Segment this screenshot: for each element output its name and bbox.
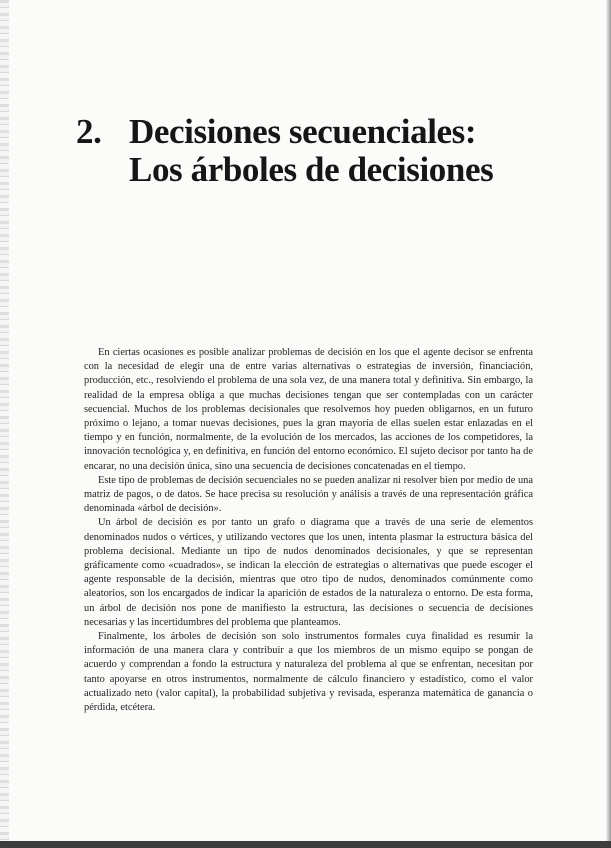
binding-edge [0, 0, 9, 848]
chapter-number: 2. [76, 112, 102, 151]
paragraph-1: En ciertas ocasiones es posible analizar problemas de decisión en los que el agente decisor se enfrenta con la necesidad de elegir una de entre varias alternativas o estrategias de inversión, financiación, producción, etc., resolviendo el problema de una sola vez, de una manera total y definitiva. Sin embargo, la realidad de la empresa obliga a que muchas decisiones tengan que ser contempladas con un carácter secuencial. Muchos de los problemas decisionales que resolvemos hoy pueden obligarnos, en un futuro próximo o lejano, a tomar nuevas decisiones, pues la gran mayoría de ellas suelen estar enlazadas en el tiempo y en función, normalmente, de la evolución de los mercados, las acciones de los competidores, la innovación tecnológica y, en definitiva, en función del entorno económico. El sujeto decisor por tanto ha de encarar, no una decisión única, sino una secuencia de decisiones concatenadas en el tiempo. [84, 347, 533, 472]
paragraph-4: Finalmente, los árboles de decisión son solo instrumentos formales cuya finalidad es resumir la información de una manera clara y contribuir a que los miembros de un mismo equipo se pongan de acuerdo y comprendan a fondo la estructura y naturaleza del problema al que se enfrentan, necesitan por tanto apoyarse en otros instrumentos, normalmente de cálculo financiero y estadístico, como el valor actualizado neto (valor capital), la probabilidad subjetiva y revisada, esperanza matemática de ganancia o pérdida, etcétera. [84, 631, 533, 714]
chapter-title-line-2: Los árboles de decisiones [129, 150, 494, 189]
paragraph-3: Un árbol de decisión es por tanto un grafo o diagrama que a través de una serie de elementos denominados nudos o vértices, y utilizando vectores que los unen, intenta plasmar la estructura básica del problema decisional. Mediante un tipo de nudos denominados decisionales, y que se representan gráficamente como «cuadrados», se indican la elección de estrategias o alternativas que puede escoger el agente responsable de la decisión, mientras que otro tipo de nudos, denominados comúnmente como aleatorios, son los encargados de indicar la aparición de estados de la naturaleza o entorno. De esta forma, un árbol de decisión nos pone de manifiesto la estructura, las decisiones o secuencia de decisiones necesarias y las incertidumbres del problema que planteamos. [84, 517, 533, 628]
scan-bottom-edge [0, 841, 611, 848]
page-right-edge [606, 0, 611, 848]
paragraph-2: Este tipo de problemas de decisión secuenciales no se pueden analizar ni resolver bien por medio de una matriz de pagos, o de datos. Se hace precisa su resolución y análisis a través de una representación gráfica denominada «árbol de decisión». [84, 474, 533, 515]
chapter-title [76, 113, 546, 189]
chapter-title-line-1: Decisiones secuenciales: [129, 112, 477, 151]
body-text [84, 346, 533, 715]
